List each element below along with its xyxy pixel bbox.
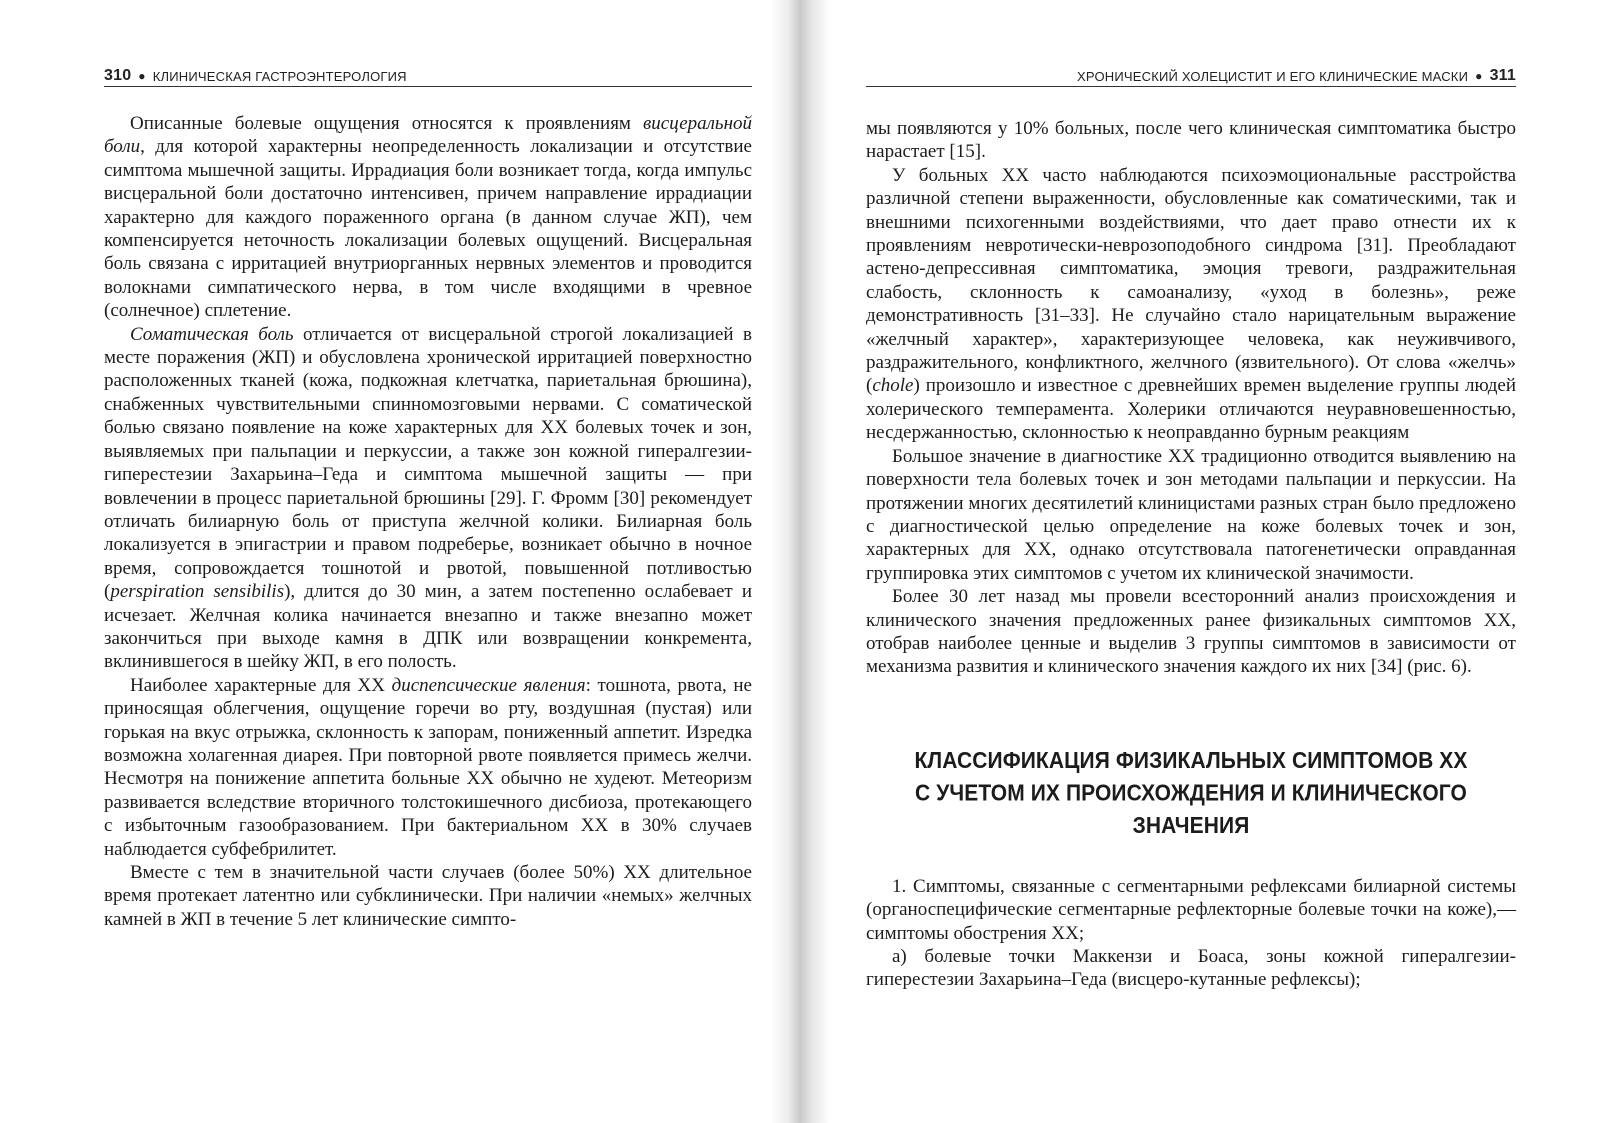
text-run: , для которой характерны неопределенность локализации и отсутствие симптома мышечной защиты. Иррадиация боли возникает тогда, когда импульс висцеральной боли достаточно интенсивен, причем направление иррадиации характерно для каждого пораженного органа (в данном случае ЖП), чем компенсируется неточность локализации болевых ощущений. Висцеральная боль связана с ирритацией внутриорганных нервных элементов и проводится волокнами симпатического нерва, в том числе входящими в чревное (солнечное) сплетение. — [104, 136, 752, 322]
italic-term: perspiration sensibilis — [110, 581, 285, 603]
left-page — [104, 0, 752, 1123]
paragraph — [104, 674, 752, 861]
text-run: отличается от висцеральной строгой локализацией в месте поражения (ЖП) и обусловлена хронической ирритацией поверхностно расположенных тканей (кожа, подкожная клетчатка, париетальная брюшина), снабженных чувствительными спинномозговыми нервами. С соматической болью связано появление на коже характерных для ХХ болевых точек и зон, выявляемых при пальпации и перкуссии, а также зон кожной гипералгезии-гиперестезии Захарьина–Геда и симптома мышечной защиты — при вовлечении в процесс париетальной брюшины [29]. Г. Фромм [30] рекомендует отличать билиарную боль от приступа желчной колики. Билиарная боль локализуется в эпигастрии и правом подреберье, возникает обычно в ночное время, сопровождается тошнотой и рвотой, повышенной потливостью ( — [104, 323, 752, 603]
page-number-left: 310 — [104, 67, 132, 84]
text-run: Описанные болевые ощущения относятся к проявлениям — [130, 113, 644, 134]
text-run: ), длится до 30 мин, а затем постепенно ослабевает и исчезает. Желчная колика начинается внезапно и также внезапно может закончиться при выходе камня в ДПК или возвращении конкремента, вклинившегося в шейку ЖП, в его полость. — [104, 581, 752, 673]
paragraph: мы появляются у 10% больных, после чего клиническая симптоматика быстро нарастает [15]. — [866, 118, 1516, 163]
text-run: У больных ХХ часто наблюдаются психоэмоциональные расстройства различной степени выраженности, обусловленные как соматическими, так и внешними психогенными воздействиями, что дает право отнести их к проявлениям невротически-неврозоподобного синдрома [31]. Преобладают астено-депрессивная симптоматика, эмоция тревоги, раздражительная слабость, склонность к самоанализу, «уход в болезнь», реже демонстративность [31–33]. Не случайно стало нарицательным выражение «желчный характер», характеризующее человека, как неуживчивого, раздражительного, конфликтного, желчного (язвительного). От слова «желчь» ( — [866, 164, 1516, 397]
paragraph — [104, 323, 752, 674]
book-gutter — [770, 0, 830, 1123]
paragraph: Большое значение в диагностике ХХ традиционно отводится выявлению на поверхности тела болевых точек и зон методами пальпации и перкуссии. На протяжении многих десятилетий клиницистами разных стран было предложено с диагностической целью определение на коже болевых точек и зон, характерных для ХХ, однако отсутствовала патогенетически оправданная группировка этих симптомов с учетом их клинической значимости. — [866, 445, 1516, 584]
text-run: Наиболее характерные для ХХ — [130, 674, 392, 696]
right-running-head — [866, 66, 1516, 87]
paragraph: Вместе с тем в значительной части случаев (более 50%) ХХ длительное время протекает латентно или субклинически. При наличии «немых» желчных камней в ЖП в течение 5 лет клинические симпто- — [104, 862, 752, 930]
text-run: : тошнота, рвота, не приносящая облегчения, ощущение горечи во рту, воздушная (пустая) или горькая на вкус отрыжка, склонность к запорам, пониженный аппетит. Изредка возможна холагенная диарея. При повторной рвоте появляется примесь желчи. Несмотря на понижение аппетита больные ХХ обычно не худеют. Метеоризм развивается вследствие вторичного толстокишечного дисбиоза, протекающего с избыточным газообразованием. При бактериальном ХХ в 30% случаев наблюдается субфебрилитет. — [104, 674, 752, 860]
italic-term: висцеральной боли — [104, 113, 752, 158]
bullet-separator: ● — [1475, 69, 1483, 83]
section-heading-line: С УЧЕТОМ ИХ ПРОИСХОЖДЕНИЯ И КЛИНИЧЕСКОГО ЗНАЧЕНИЯ — [915, 780, 1467, 839]
right-page — [866, 0, 1516, 1123]
paragraph — [866, 164, 1516, 445]
text-run: ) произошло и известное с древнейших времен выделение группы людей холерического темперамента. Холерики отличаются неуравновешенностью, несдержанностью, склонностью к неоправданно бурным реакциям — [866, 375, 1516, 444]
list-item: а) болевые точки Маккензи и Боаса, зоны кожной гипералгезии-гиперестезии Захарьина–Геда (висцеро-кутанные рефлексы); — [866, 945, 1516, 991]
left-page-body — [104, 112, 752, 931]
paragraph: Более 30 лет назад мы провели всесторонний анализ происхождения и клинического значения предложенных ранее физикальных симптомов ХХ, отобрав наиболее ценные и выделив 3 группы симптомов в зависимости от механизма развития и клинического значения каждого их них [34] (рис. 6). — [866, 586, 1516, 678]
section-heading — [866, 745, 1516, 842]
italic-term: диспепсические явления — [391, 674, 586, 696]
left-running-head — [104, 66, 752, 87]
paragraph — [104, 112, 752, 323]
left-running-title: КЛИНИЧЕСКАЯ ГАСТРОЭНТЕРОЛОГИЯ — [152, 68, 407, 84]
italic-term: Соматическая боль — [130, 323, 294, 345]
page-number-right: 311 — [1489, 67, 1516, 84]
bullet-separator: ● — [138, 69, 146, 83]
italic-term: chole — [872, 375, 914, 397]
right-page-body — [866, 117, 1516, 992]
right-running-title: ХРОНИЧЕСКИЙ ХОЛЕЦИСТИТ И ЕГО КЛИНИЧЕСКИЕ МАСКИ — [1076, 68, 1469, 84]
section-heading-line: КЛАССИФИКАЦИЯ ФИЗИКАЛЬНЫХ СИМПТОМОВ ХХ — [914, 748, 1468, 774]
list-item: 1. Симптомы, связанные с сегментарными рефлексами билиарной системы (органоспецифические сегментарные рефлекторные болевые точки на коже),— симптомы обострения ХХ; — [866, 875, 1516, 944]
